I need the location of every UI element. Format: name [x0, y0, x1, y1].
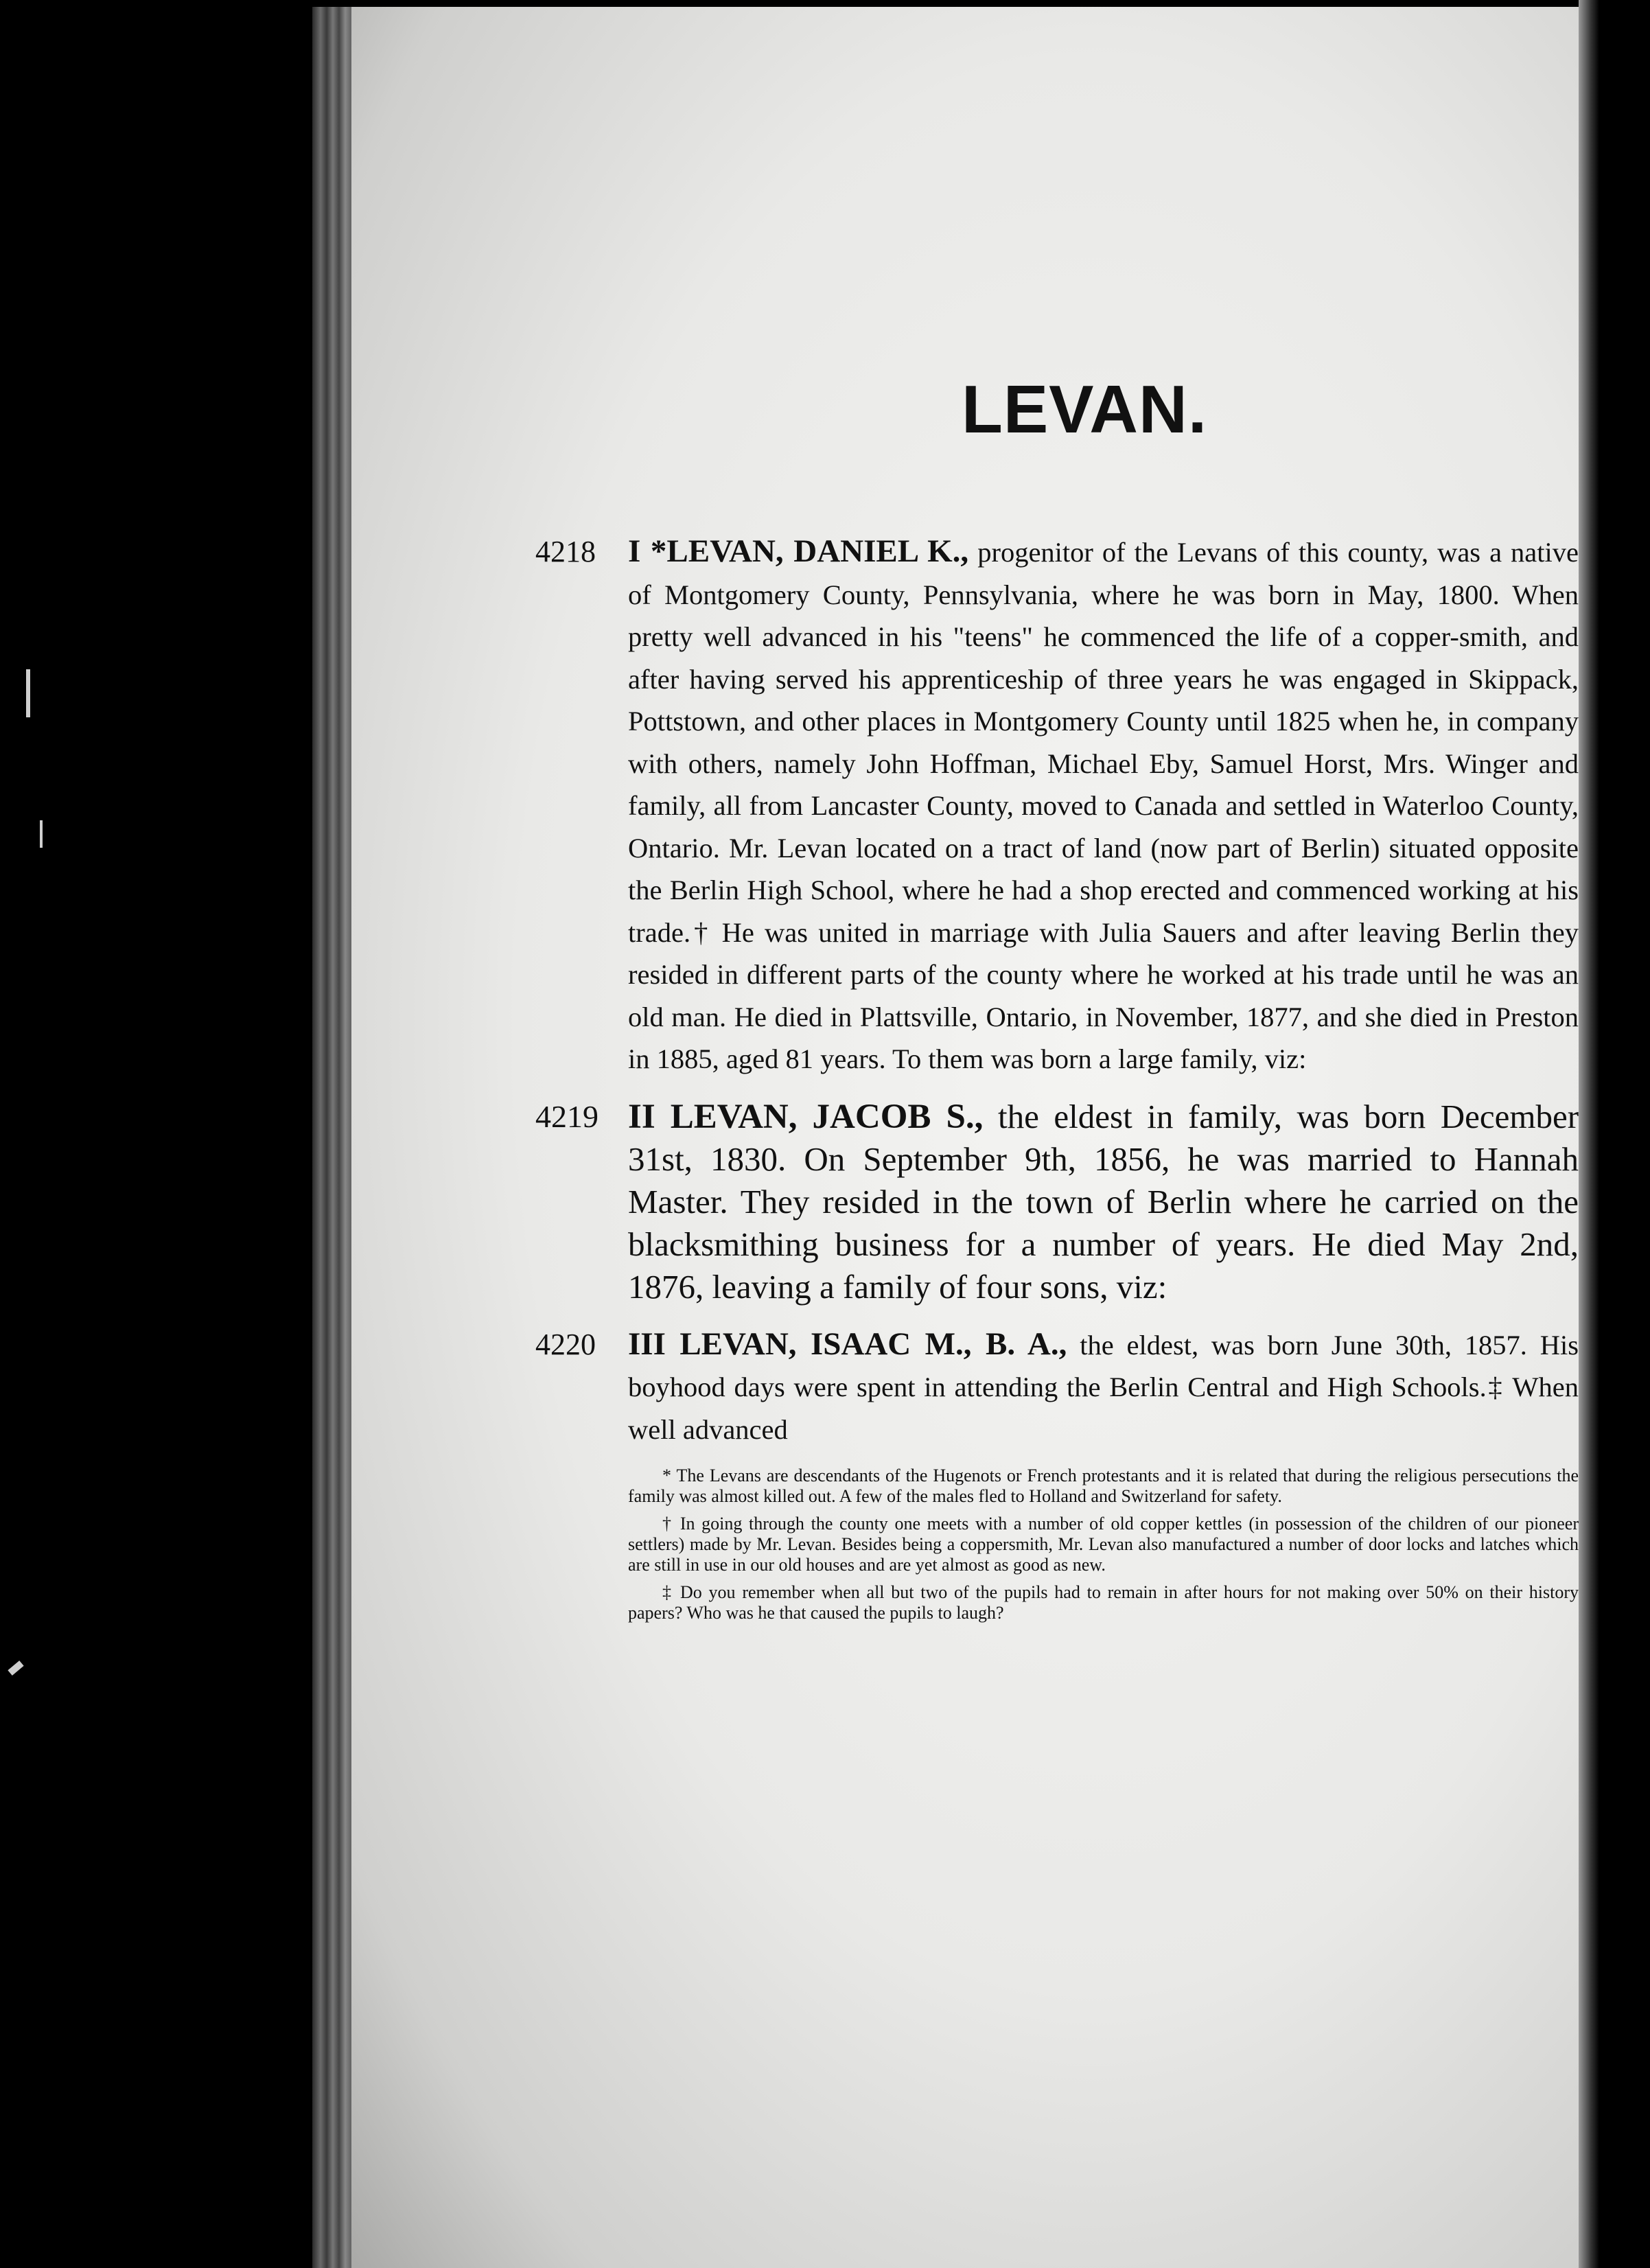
entry-number: 4218 [535, 535, 596, 568]
footnotes [628, 1466, 1579, 1623]
entry-body [628, 1323, 1579, 1451]
genealogy-entry [535, 1096, 1579, 1308]
footnote: † In going through the county one meets with a number of old copper kettles (in possession of the children of our pioneer settlers) made by Mr. Levan. Besides being a coppersmith, Mr. Levan also manufactured a number of door locks and latches which are still in use in our old houses and are yet almost as good as new. [628, 1514, 1579, 1575]
page-right-shadow [1579, 0, 1599, 2268]
page-title: LEVAN. [961, 371, 1208, 447]
entry-text: the eldest, was born June 30th, 1857. His boyhood days were spent in attending the Berlin Central and High Schools.‡ When well advanced [628, 1329, 1579, 1445]
entry-heading: II LEVAN, JACOB S., [628, 1097, 984, 1136]
entry-heading: III LEVAN, ISAAC M., B. A., [628, 1326, 1067, 1362]
entry-number: 4220 [535, 1327, 596, 1361]
entry-body [628, 1096, 1579, 1308]
entry-number: 4219 [535, 1098, 599, 1134]
entry-heading: I *LEVAN, DANIEL K., [628, 533, 969, 569]
genealogy-entry [535, 531, 1579, 1080]
page-text [535, 371, 1579, 1630]
entry-text: the eldest in family, was born December 31st, 1830. On September 9th, 1856, he was married to Hannah Master. They resided in the town of Berlin where he carried on the blacksmithing business for a number of years. He died May 2nd, 1876, leaving a family of four sons, viz: [628, 1097, 1579, 1306]
scan-speck [26, 669, 30, 717]
entry-body [628, 531, 1579, 1080]
genealogy-entry [535, 1323, 1579, 1451]
footnote: * The Levans are descendants of the Hugenots or French protestants and it is related that during the religious persecutions the family was almost killed out. A few of the males fled to Holland and Switzerland for safety. [628, 1466, 1579, 1506]
scan-speck [40, 820, 43, 848]
book-page-edges [312, 7, 353, 2268]
entry-text: progenitor of the Levans of this county, was a native of Montgomery County, Pennsylvania, where he was born in May, 1800. When pretty well advanced in his "teens" he commenced the life of a copper-smith, and after having served his apprenticeship of three years he was engaged in Skippack, Pottstown, and other places in Montgomery County until 1825 when he, in company with others, namely John Hoffman, Michael Eby, Samuel Horst, Mrs. Winger and family, all from Lancaster County, moved to Canada and settled in Waterloo County, Ontario. Mr. Levan located on a tract of land (now part of Berlin) situated opposite the Berlin High School, where he had a shop erected and commenced working at his trade.† He was united in marriage with Julia Sauers and after leaving Berlin they resided in different parts of the county where he worked at his trade until he was an old man. He died in Plattsville, Ontario, in November, 1877, and she died in Preston in 1885, aged 81 years. To them was born a large family, viz: [628, 537, 1579, 1074]
footnote: ‡ Do you remember when all but two of the pupils had to remain in after hours for not making over 50% on their history papers? Who was he that caused the pupils to laugh? [628, 1582, 1579, 1623]
